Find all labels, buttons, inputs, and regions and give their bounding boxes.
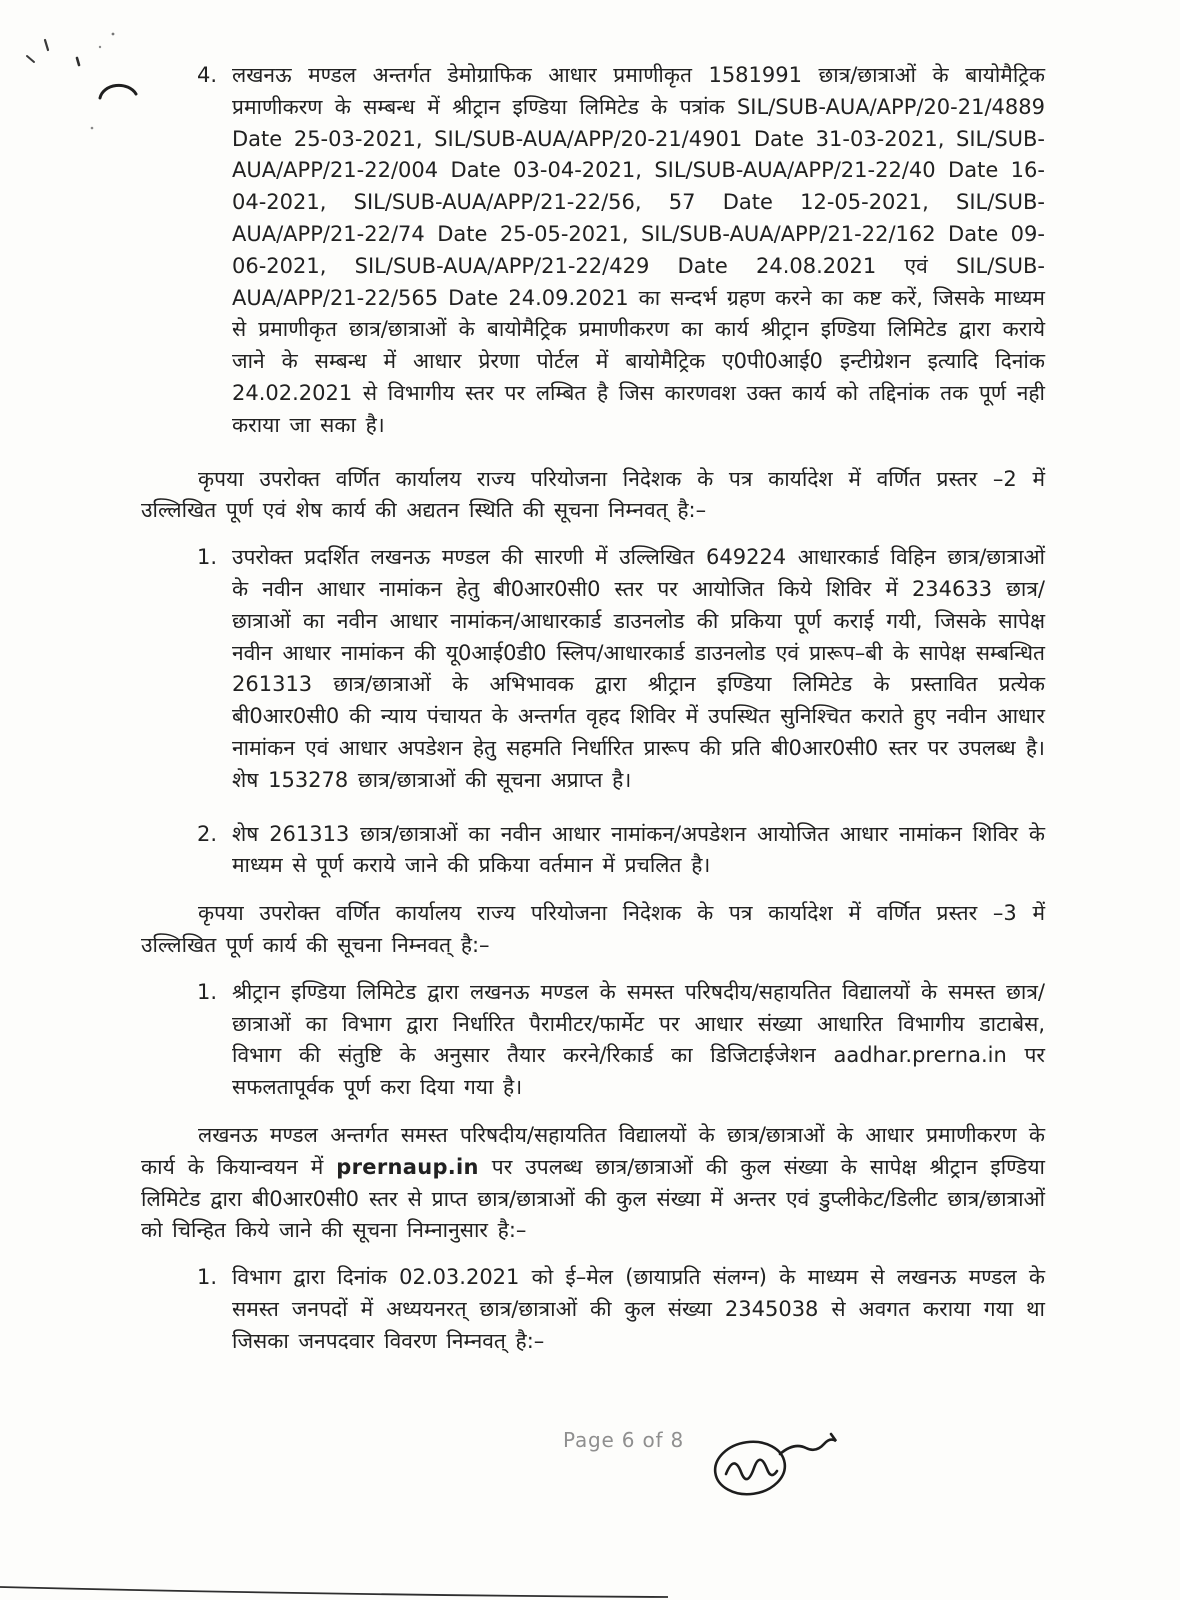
portal-url-text: prernaup.in xyxy=(336,1154,479,1179)
list-item-text: श्रीट्रान इण्डिया लिमिटेड द्वारा लखनऊ मण्डल के समस्त परिषदीय/सहायतित विद्यालयों के समस्त छात्र/छात्राओं का विभाग द्वारा निर्धारित पैरामीटर/फार्मेट पर आधार संख्या आधारित विभागीय डाटाबेस, विभाग की संतुष्टि के अनुसार तैयार करने/रिकार्ड का डिजिटाईजेशन aadhar.prerna.in पर सफलतापूर्वक पूर्ण करा दिया गया है। xyxy=(232,979,1045,1100)
paragraph-summary-after: पर उपलब्ध छात्र/छात्राओं की कुल संख्या के सापेक्ष श्रीट्रान इण्डिया लिमिटेड द्वारा बी0आर0सी0 स्तर से प्राप्त छात्र/छात्राओं की कुल संख्या में अन्तर एवं डुप्लीकेट/डिलीट छात्र/छात्राओं को चिन्हित किये जाने की सूचना निम्नानुसार है:– xyxy=(141,1154,1045,1243)
list-item-number: 1. xyxy=(197,979,218,1004)
list-item-number: 1. xyxy=(197,1265,218,1290)
list-item xyxy=(141,977,1045,1104)
list-item xyxy=(141,1262,1045,1357)
document-body xyxy=(141,60,1045,1373)
list-item-text: लखनऊ मण्डल अन्तर्गत डेमोग्राफिक आधार प्रमाणीकृत 1581991 छात्र/छात्राओं के बायोमैट्रिक प्रमाणीकरण के सम्बन्ध में श्रीट्रान इण्डिया लिमिटेड के पत्रांक SIL/SUB-AUA/APP/20-21/4889 Date 25-03-2021, SIL/SUB-AUA/APP/20-21/4901 Date 31-03-2021, SIL/SUB-AUA/APP/21-22/004 Date 03-04-2021, SIL/SUB-AUA/APP/21-22/40 Date 16-04-2021, SIL/SUB-AUA/APP/21-22/56, 57 Date 12-05-2021, SIL/SUB-AUA/APP/21-22/74 Date 25-05-2021, SIL/SUB-AUA/APP/21-22/162 Date 09-06-2021, SIL/SUB-AUA/APP/21-22/429 Date 24.08.2021 एवं SIL/SUB-AUA/APP/21-22/565 Date 24.09.2021 का सन्दर्भ ग्रहण करने का कष्ट करें, जिसके माध्यम से प्रमाणीकृत छात्र/छात्राओं के बायोमैट्रिक प्रमाणीकरण का कार्य श्रीट्रान इण्डिया लिमिटेड द्वारा कराये जाने के सम्बन्ध में आधार प्रेरणा पोर्टल में बायोमैट्रिक ए0पी0आई0 इन्टीग्रेशन इत्यादि दिनांक 24.02.2021 से विभागीय स्तर पर लम्बित है जिस कारणवश उक्त कार्य को तद्दिनांक तक पूर्ण नही कराया जा सका है। xyxy=(232,63,1045,437)
paragraph-summary xyxy=(141,1120,1045,1247)
list-item xyxy=(141,819,1045,883)
list-item-text: शेष 261313 छात्र/छात्राओं का नवीन आधार नामांकन/अपडेशन आयोजित आधार नामांकन शिविर के माध्यम से पूर्ण कराये जाने की प्रकिया वर्तमान में प्रचलित है। xyxy=(232,821,1045,878)
list-item-4 xyxy=(141,60,1045,442)
signature-scribble-icon xyxy=(700,1420,880,1510)
list-item-number: 1. xyxy=(197,545,218,570)
list-item-text: विभाग द्वारा दिनांक 02.03.2021 को ई–मेल (छायाप्रति संलग्न) के माध्यम से लखनऊ मण्डल के समस्त जनपदों में अध्ययनरत् छात्र/छात्राओं की कुल संख्या 2345038 से अवगत कराया गया था जिसका जनपदवार विवरण निम्नवत् है:– xyxy=(232,1265,1045,1353)
list-item xyxy=(141,542,1045,796)
paragraph-prastar-2: कृपया उपरोक्त वर्णित कार्यालय राज्य परियोजना निदेशक के पत्र कार्यादेश में वर्णित प्रस्तर –2 में उल्लिखित पूर्ण एवं शेष कार्य की अद्यतन स्थिति की सूचना निम्नवत् है:– xyxy=(141,466,1045,523)
list-item-text: उपरोक्त प्रदर्शित लखनऊ मण्डल की सारणी में उल्लिखित 649224 आधारकार्ड विहिन छात्र/छात्राओं के नवीन आधार नामांकन हेतु बी0आर0सी0 स्तर पर आयोजित किये शिविर में 234633 छात्र/छात्राओं का नवीन आधार नामांकन/आधारकार्ड डाउनलोड की प्रकिया पूर्ण कराई गयी, जिसके सापेक्ष नवीन आधार नामांकन की यू0आई0डी0 स्लिप/आधारकार्ड डाउनलोड एवं प्रारूप–बी के सापेक्ष सम्बन्धित 261313 छात्र/छात्राओं के अभिभावक द्वारा श्रीट्रान इण्डिया लिमिटेड के प्रस्तावित प्रत्येक बी0आर0सी0 की न्याय पंचायत के अन्तर्गत वृहद शिविर में उपस्थित सुनिश्चित कराते हुए नवीन आधार नामांकन एवं आधार अपडेशन हेतु सहमति निर्धारित प्रारूप की प्रति बी0आर0सी0 स्तर पर उपलब्ध है। शेष 153278 छात्र/छात्राओं की सूचना अप्राप्त है। xyxy=(232,545,1045,792)
page-edge-line xyxy=(0,1578,700,1600)
list-item-number: 4. xyxy=(197,63,218,87)
paragraph-summary-before: लखनऊ मण्डल अन्तर्गत समस्त परिषदीय/सहायतित विद्यालयों के छात्र/छात्राओं के आधार प्रमाणीकरण के कार्य के कियान्वयन में xyxy=(141,1122,1045,1179)
paragraph-prastar-3: कृपया उपरोक्त वर्णित कार्यालय राज्य परियोजना निदेशक के पत्र कार्यादेश में वर्णित प्रस्तर –3 में उल्लिखित पूर्ण कार्य की सूचना निम्नवत् है:– xyxy=(141,901,1045,957)
page-number-label: Page 6 of 8 xyxy=(563,1428,685,1452)
list-item-number: 2. xyxy=(197,821,218,846)
